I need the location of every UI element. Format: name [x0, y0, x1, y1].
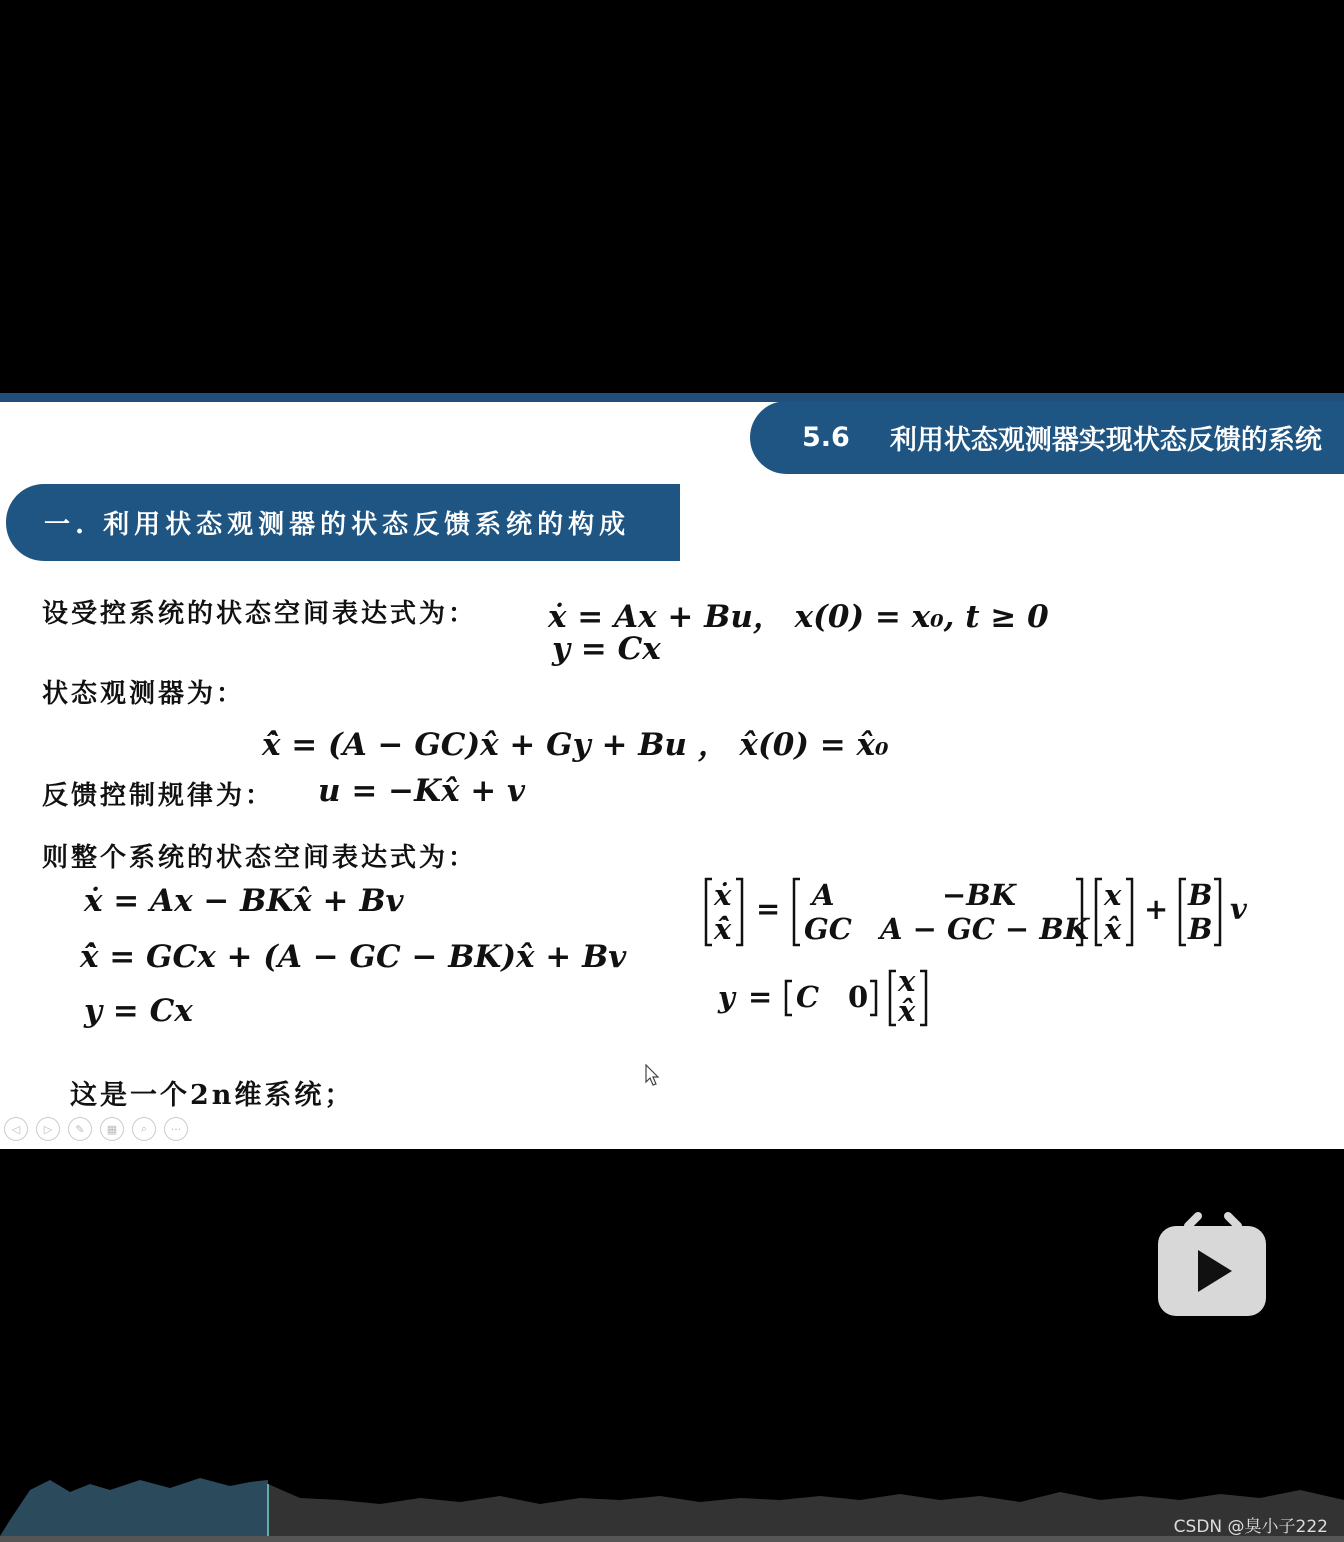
- svg-text:=: =: [756, 892, 781, 926]
- next-icon[interactable]: ▷: [36, 1117, 60, 1141]
- system-equation-1: ẋ = Ax − BKx̂ + Bv: [84, 883, 404, 919]
- svg-text:x̂: x̂: [1104, 912, 1122, 946]
- subsection-heading-text: 一. 利用状态观测器的状态反馈系统的构成: [44, 510, 631, 540]
- svg-text:0: 0: [848, 980, 869, 1014]
- svg-text:B: B: [1188, 878, 1213, 912]
- svg-text:x: x: [898, 964, 916, 998]
- subsection-heading: [6, 484, 680, 561]
- svg-text:+: +: [1144, 892, 1169, 926]
- svg-text:A: A: [812, 878, 835, 912]
- svg-text:y: y: [718, 980, 735, 1014]
- mouse-cursor-icon: [645, 1064, 661, 1088]
- playback-timeline[interactable]: [0, 1470, 1344, 1542]
- svg-text:=: =: [748, 980, 773, 1014]
- matrix-equations: [700, 873, 1280, 1053]
- observer-equation: x̂̇ = (A − GC)x̂ + Gy + Bu ， x̂(0) = x̂₀: [262, 727, 889, 763]
- section-title-banner: [750, 401, 1344, 474]
- svg-text:B: B: [1188, 912, 1213, 946]
- system-equation-2: x̂̇ = GCx + (A − GC − BK)x̂ + Bv: [80, 939, 627, 975]
- observer-label: 状态观测器为：: [42, 679, 246, 709]
- control-law-label: 反馈控制规律为：: [42, 781, 275, 811]
- svg-text:x̂: x̂: [898, 994, 916, 1028]
- plant-output-equation: y = Cx: [552, 631, 661, 667]
- more-icon[interactable]: ···: [164, 1117, 188, 1141]
- control-law-equation: u = −Kx̂ + v: [318, 773, 526, 809]
- svg-text:C: C: [796, 980, 820, 1014]
- svg-text:ẋ: ẋ: [714, 878, 732, 912]
- system-equation-3: y = Cx: [84, 993, 193, 1029]
- svg-text:GC: GC: [804, 912, 852, 946]
- video-play-logo-icon[interactable]: [1158, 1212, 1268, 1318]
- slides-icon[interactable]: ▦: [100, 1117, 124, 1141]
- section-number: 5.6: [802, 422, 850, 453]
- svg-text:A − GC − BK: A − GC − BK: [880, 912, 1090, 946]
- section-title: 利用状态观测器实现状态反馈的系统: [889, 425, 1322, 456]
- watermark: CSDN @臭小子222: [1173, 1517, 1328, 1537]
- svg-text:x̂̇: x̂̇: [714, 912, 732, 946]
- svg-text:v: v: [1230, 892, 1247, 926]
- dimension-note: 这是一个2n维系统；: [70, 1080, 355, 1111]
- plant-label: 设受控系统的状态空间表达式为：: [42, 599, 478, 629]
- zoom-icon[interactable]: ⌕: [132, 1117, 156, 1141]
- svg-text:−BK: −BK: [942, 878, 1017, 912]
- plant-state-equation: ẋ = Ax + Bu， x(0) = x₀, t ≥ 0: [548, 599, 1049, 635]
- slide: [0, 393, 1344, 1149]
- prev-icon[interactable]: ◁: [4, 1117, 28, 1141]
- system-label: 则整个系统的状态空间表达式为：: [42, 843, 478, 873]
- svg-text:x: x: [1104, 878, 1122, 912]
- pen-icon[interactable]: ✎: [68, 1117, 92, 1141]
- slideshow-controls: [4, 1117, 188, 1141]
